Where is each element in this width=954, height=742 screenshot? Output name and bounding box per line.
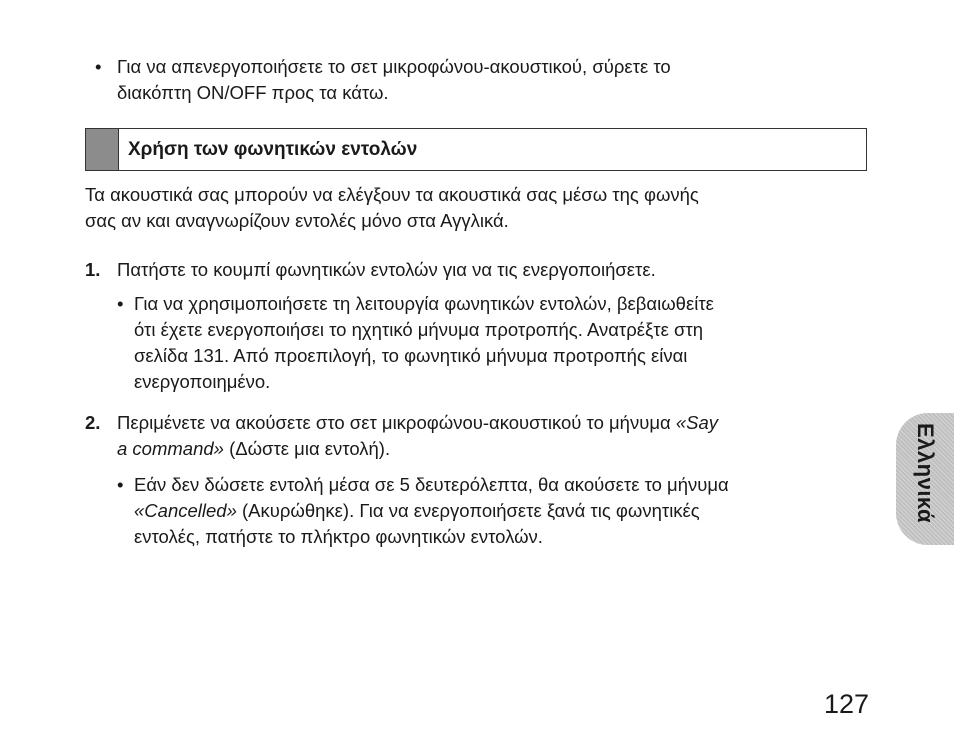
bullet-mark: • bbox=[117, 293, 124, 314]
intro-paragraph-line-1: Τα ακουστικά σας μπορούν να ελέγξουν τα ακουστικά σας μέσω της φωνής bbox=[85, 184, 699, 205]
language-label: Ελληνικά bbox=[913, 423, 938, 523]
step-1-text bbox=[117, 257, 865, 283]
page-number: 127 bbox=[824, 689, 870, 719]
intro-paragraph bbox=[85, 182, 865, 234]
step-number: 2. bbox=[85, 412, 101, 433]
intro-paragraph-line-2: σας αν και αναγνωρίζουν εντολές μόνο στα Αγγλικά. bbox=[85, 210, 509, 231]
step-2-say-command-end: a command» bbox=[117, 438, 224, 459]
section-header-tab bbox=[86, 129, 119, 170]
intro-bullet-line-2: διακόπτη ON/OFF προς τα κάτω. bbox=[117, 82, 389, 103]
bullet-mark: • bbox=[117, 474, 124, 495]
bullet-mark: • bbox=[95, 56, 102, 77]
step-2-bullet-line-2-text: (Ακυρώθηκε). Για να ενεργοποιήσετε ξανά τις φωνητικές bbox=[236, 500, 700, 521]
step-2-line-2-text: (Δώστε μια εντολή). bbox=[223, 438, 391, 459]
section-title: Χρήση των φωνητικών εντολών bbox=[128, 139, 418, 160]
step-2-bullet-line-3: εντολές, πατήστε το πλήκτρο φωνητικών εντολών. bbox=[134, 526, 543, 547]
step-2-line-1 bbox=[117, 410, 865, 436]
step-2-bullet-line-1: Εάν δεν δώσετε εντολή μέσα σε 5 δευτερόλεπτα, θα ακούσετε το μήνυμα bbox=[134, 474, 729, 495]
step-2-text bbox=[117, 410, 865, 462]
intro-bullet-line-1: Για να απενεργοποιήσετε το σετ μικροφώνου-ακουστικού, σύρετε το bbox=[117, 56, 671, 77]
section-header bbox=[85, 128, 867, 171]
step-1-bullet-line-4: ενεργοποιημένο. bbox=[134, 371, 271, 392]
step-2-cancelled-message: «Cancelled» bbox=[134, 500, 237, 521]
step-1-bullet-line-3: σελίδα 131. Από προεπιλογή, το φωνητικό μήνυμα προτροπής είναι bbox=[134, 345, 688, 366]
step-2-line-2 bbox=[117, 436, 865, 462]
step-1-line-1: Πατήστε το κουμπί φωνητικών εντολών για να τις ενεργοποιήσετε. bbox=[117, 259, 656, 280]
step-1-bullet-line-2: ότι έχετε ενεργοποιήσει το ηχητικό μήνυμα προτροπής. Ανατρέξτε στη bbox=[134, 319, 704, 340]
step-2-say-command-start: «Say bbox=[675, 412, 718, 433]
intro-bullet-text bbox=[117, 54, 877, 106]
step-1-bullet-line-1: Για να χρησιμοποιήσετε τη λειτουργία φωνητικών εντολών, βεβαιωθείτε bbox=[134, 293, 714, 314]
step-number: 1. bbox=[85, 259, 101, 280]
step-2-line-1-text: Περιμένετε να ακούσετε στο σετ μικροφώνου-ακουστικού το μήνυμα bbox=[117, 412, 676, 433]
step-2-bullet-line-2 bbox=[134, 498, 874, 524]
step-1-bullet-text bbox=[134, 291, 874, 395]
language-side-tab bbox=[896, 413, 954, 545]
step-2-bullet-text bbox=[134, 472, 874, 550]
